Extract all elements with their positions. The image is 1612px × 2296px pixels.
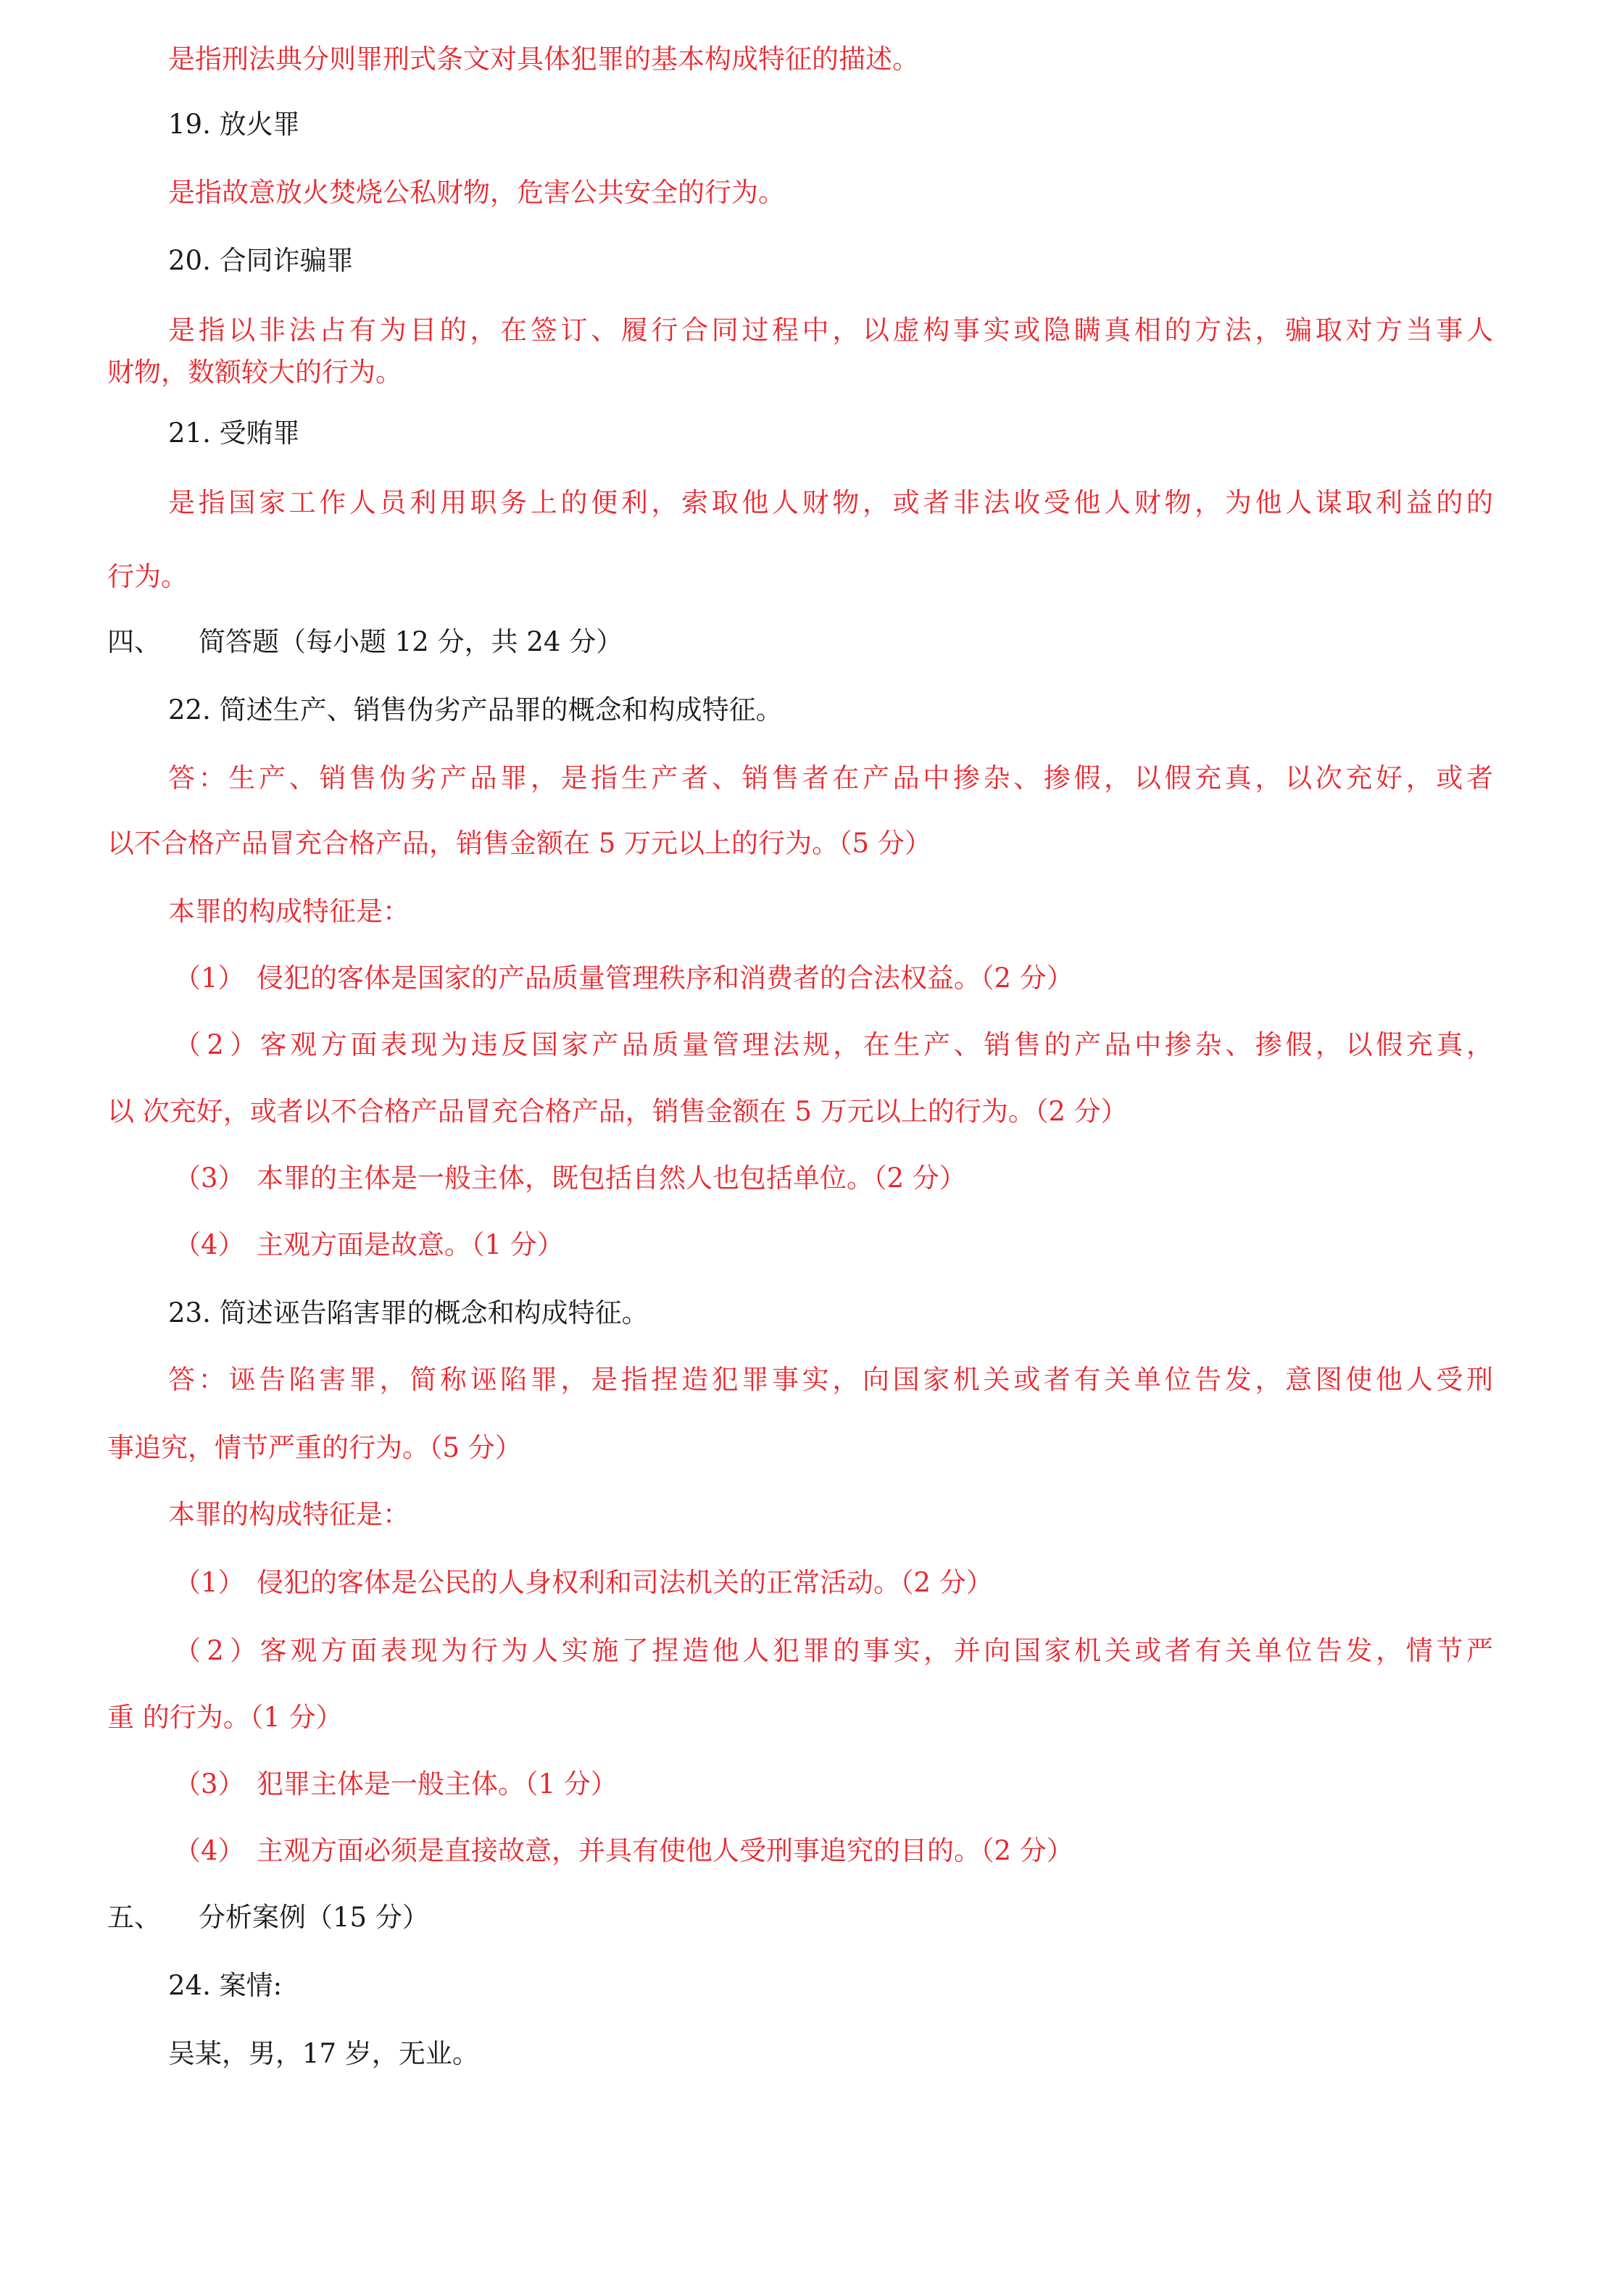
definition-text-18: 是指刑法典分则罪刑式条文对具体犯罪的基本构成特征的描述。: [168, 43, 919, 75]
question-21-title: 21. 受贿罪: [168, 417, 300, 449]
question-20-title: 20. 合同诈骗罪: [168, 245, 354, 276]
feature-text: 犯罪主体是一般主体。（1 分）: [257, 1768, 618, 1800]
answer-21-line-1: 是指国家工作人员利用职务上的便利，索取他人财物，或者非法收受他人财物，为他人谋取利益的的: [168, 487, 1493, 518]
feature-number: （3）: [174, 1162, 245, 1194]
question-24-title: 24. 案情:: [168, 1970, 283, 2001]
answer-23-line-2: 事追究，情节严重的行为。（5 分）: [107, 1432, 522, 1463]
section-4-title: 简答题（每小题 12 分，共 24 分）: [199, 626, 623, 657]
answer-20-line-2: 财物，数额较大的行为。: [107, 357, 402, 388]
answer-20-line-1: 是指以非法占有为目的，在签订、履行合同过程中，以虚构事实或隐瞒真相的方法，骗取对方当事人: [168, 315, 1493, 346]
section-4-heading: [107, 625, 623, 660]
answer-19-text: 是指故意放火焚烧公私财物，危害公共安全的行为。: [168, 177, 785, 208]
feature-text: 主观方面是故意。（1 分）: [257, 1229, 564, 1260]
answer-22-features-intro: 本罪的构成特征是：: [168, 896, 410, 927]
answer-23-feature-4: [174, 1834, 1073, 1868]
case-description: 吴某，男，17 岁，无业。: [168, 2038, 479, 2069]
answer-23-features-intro: 本罪的构成特征是：: [168, 1499, 410, 1530]
question-19-title: 19. 放火罪: [168, 109, 300, 140]
section-4-number: 四、: [107, 626, 161, 657]
feature-number: （4）: [174, 1229, 245, 1260]
answer-23-line-1: 答：诬告陷害罪，简称诬陷罪，是指捏造犯罪事实，向国家机关或者有关单位告发，意图使他人受刑: [168, 1364, 1493, 1395]
feature-number: （3）: [174, 1768, 245, 1800]
answer-23-feature-2-line-1: [174, 1634, 1493, 1668]
feature-text: 本罪的主体是一般主体，既包括自然人也包括单位。（2 分）: [257, 1162, 966, 1194]
answer-22-feature-3: [174, 1161, 966, 1196]
answer-21-line-2: 行为。: [107, 561, 188, 592]
question-22-title: 22. 简述生产、销售伪劣产品罪的概念和构成特征。: [168, 694, 783, 725]
answer-22-feature-2-line-2: 以 次充好，或者以不合格产品冒充合格产品，销售金额在 5 万元以上的行为。（2 分）: [107, 1096, 1128, 1127]
answer-22-feature-1: [174, 961, 1073, 996]
feature-text: 侵犯的客体是国家的产品质量管理秩序和消费者的合法权益。（2 分）: [257, 962, 1073, 994]
feature-number: （1）: [174, 1567, 245, 1598]
question-23-title: 23. 简述诬告陷害罪的概念和构成特征。: [168, 1297, 649, 1328]
feature-number: （2）: [174, 1635, 257, 1666]
answer-22-line-1: 答：生产、销售伪劣产品罪，是指生产者、销售者在产品中掺杂、掺假，以假充真，以次充好，或者: [168, 762, 1493, 794]
feature-number: （4）: [174, 1835, 245, 1866]
feature-text: 客观方面表现为违反国家产品质量管理法规，在生产、销售的产品中掺杂、掺假，以假充真，: [257, 1029, 1493, 1060]
answer-23-feature-2-line-2: 重 的行为。（1 分）: [107, 1702, 343, 1733]
answer-22-line-2: 以不合格产品冒充合格产品，销售金额在 5 万元以上的行为。（5 分）: [107, 828, 931, 859]
feature-text: 主观方面必须是直接故意，并具有使他人受刑事追究的目的。（2 分）: [257, 1835, 1073, 1866]
answer-23-feature-3: [174, 1767, 618, 1802]
feature-text: 客观方面表现为行为人实施了捏造他人犯罪的事实，并向国家机关或者有关单位告发，情节严: [257, 1635, 1493, 1666]
answer-23-feature-1: [174, 1565, 993, 1600]
answer-22-feature-4: [174, 1228, 564, 1263]
section-5-heading: [107, 1900, 429, 1935]
answer-22-feature-2-line-1: [174, 1028, 1493, 1062]
section-5-title: 分析案例（15 分）: [199, 1902, 429, 1933]
section-5-number: 五、: [107, 1902, 161, 1933]
feature-text: 侵犯的客体是公民的人身权利和司法机关的正常活动。（2 分）: [257, 1567, 993, 1598]
feature-number: （2）: [174, 1029, 257, 1060]
feature-number: （1）: [174, 962, 245, 994]
